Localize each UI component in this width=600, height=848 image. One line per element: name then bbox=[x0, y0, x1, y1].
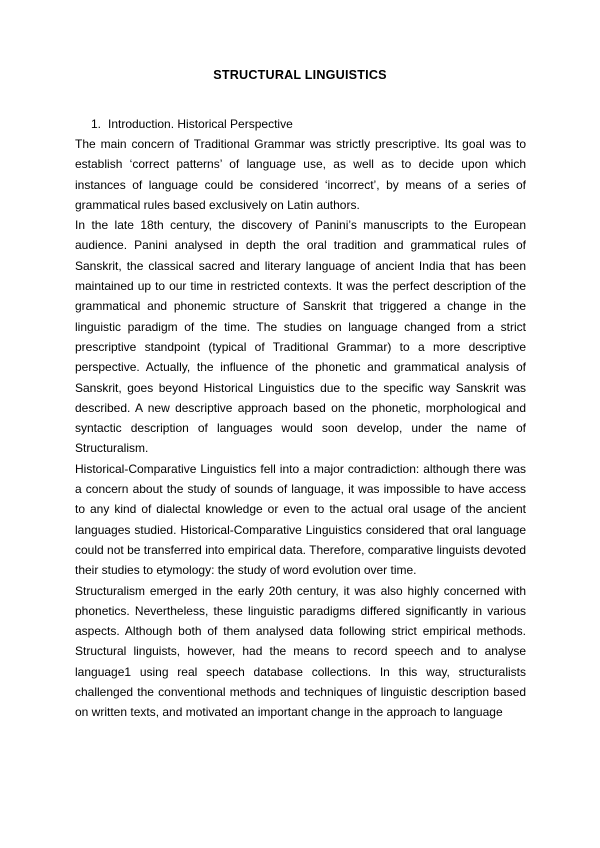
page-title: STRUCTURAL LINGUISTICS bbox=[213, 68, 387, 82]
section-heading bbox=[91, 117, 293, 131]
paragraph-structuralism: Structuralism emerged in the early 20th century, it was also highly concerned with phonetics. Nevertheless, these linguistic paradigms differed significantly in various aspects. Although both of them analysed data following strict empirical methods. Structural linguists, however, had the means to record speech and to analyse language1 using real speech database collections. In this way, structuralists challenged the conventional methods and techniques of linguistic description based on written texts, and motivated an important change in the approach to language bbox=[75, 583, 526, 720]
body-text bbox=[75, 134, 526, 723]
section-number: 1. bbox=[91, 117, 102, 131]
paragraph-traditional-grammar: The main concern of Traditional Grammar was strictly prescriptive. Its goal was to establish ‘correct patterns’ of language use, as well as to decide upon which instances of language could be considered ‘incorrect’, by means of a series of grammatical rules based exclusively on Latin authors. bbox=[75, 137, 526, 212]
section-title: Introduction. Historical Perspective bbox=[108, 117, 293, 131]
paragraph-panini: In the late 18th century, the discovery of Panini’s manuscripts to the European audience. Panini analysed in depth the oral tradition and grammatical rules of Sanskrit, the classical sacred and literary language of ancient India that has been maintained up to our time in restricted contexts. It was the perfect description of the grammatical and phonemic structure of Sanskrit that triggered a change in the linguistic paradigm of the time. The studies on language changed from a strict prescriptive standpoint (typical of Traditional Grammar) to a more descriptive perspective. Actually, the influence of the phonetic and grammatical analysis of Sanskrit, goes beyond Historical Linguistics due to the specific way Sanskrit was described. A new descriptive approach based on the phonetic, morphological and syntactic description of languages would soon develop, under the name of Structuralism. bbox=[75, 218, 526, 456]
paragraph-historical-comparative: Historical-Comparative Linguistics fell into a major contradiction: although there was a concern about the study of sounds of language, it was impossible to have access to any kind of dialectal knowledge or even to the actual oral usage of the ancient languages studied. Historical-Comparative Linguistics considered that oral language could not be transferred into empirical data. Therefore, comparative linguists devoted their studies to etymology: the study of word evolution over time. bbox=[75, 461, 526, 578]
